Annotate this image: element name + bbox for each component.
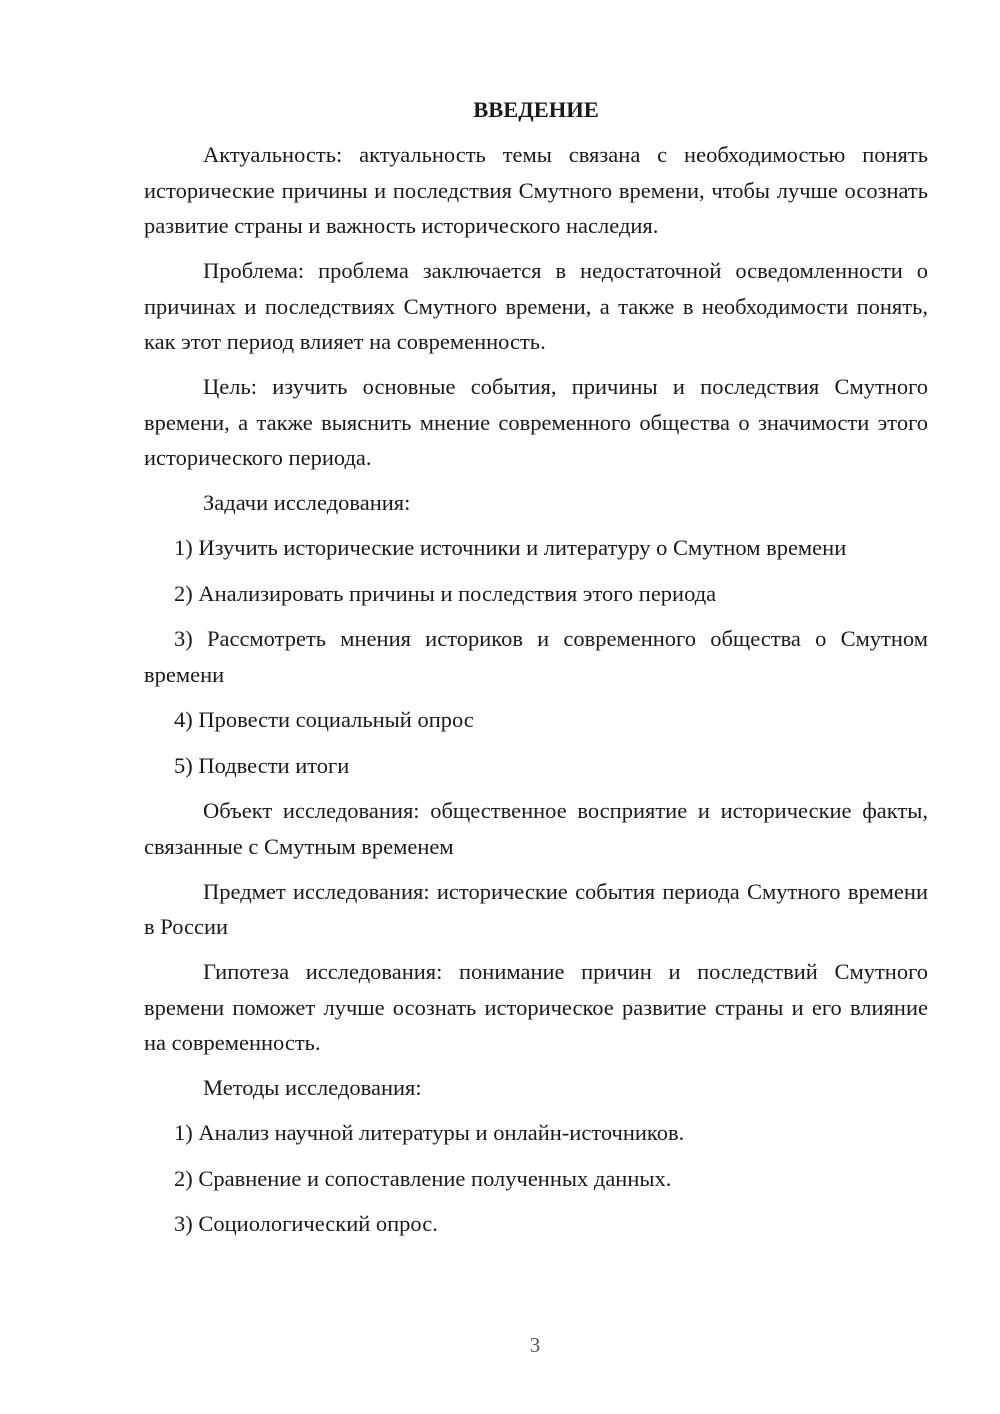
task-item: 4) Провести социальный опрос [174, 707, 474, 732]
method-item: 3) Социологический опрос. [174, 1211, 438, 1236]
task-item: 3) Рассмотреть мнения историков и современного общества о Смутном времени [144, 626, 928, 687]
task-item: 1) Изучить исторические источники и литературу о Смутном времени [174, 535, 847, 560]
section-heading: ВВЕДЕНИЕ [473, 97, 599, 122]
relevance-paragraph: Актуальность: актуальность темы связана с необходимостью понять исторические причины и последствия Смутного времени, чтобы лучше осознать развитие страны и важность исторического наследия. [144, 142, 928, 238]
object-paragraph: Объект исследования: общественное восприятие и исторические факты, связанные с Смутным временем [144, 798, 928, 859]
page-number: 3 [529, 1333, 541, 1357]
document-page [144, 92, 928, 1252]
subject-paragraph: Предмет исследования: исторические события периода Смутного времени в России [144, 878, 928, 939]
tasks-title: Задачи исследования: [203, 490, 411, 515]
hypothesis-paragraph: Гипотеза исследования: понимание причин и последствий Смутного времени поможет лучше осознать историческое развитие страны и его влияние на современность. [144, 959, 928, 1055]
goal-paragraph: Цель: изучить основные события, причины и последствия Смутного времени, а также выяснить мнение современного общества о значимости этого исторического периода. [144, 374, 928, 470]
task-item: 5) Подвести итоги [174, 752, 350, 778]
task-item: 2) Анализировать причины и последствия этого периода [174, 580, 717, 606]
problem-paragraph: Проблема: проблема заключается в недостаточной осведомленности о причинах и последствиях Смутного времени, а также в необходимости понять, как этот период влияет на современность. [144, 258, 928, 354]
methods-title: Методы исследования: [203, 1075, 422, 1100]
method-item: 2) Сравнение и сопоставление полученных данных. [174, 1165, 672, 1191]
method-item: 1) Анализ научной литературы и онлайн-источников. [174, 1120, 685, 1145]
